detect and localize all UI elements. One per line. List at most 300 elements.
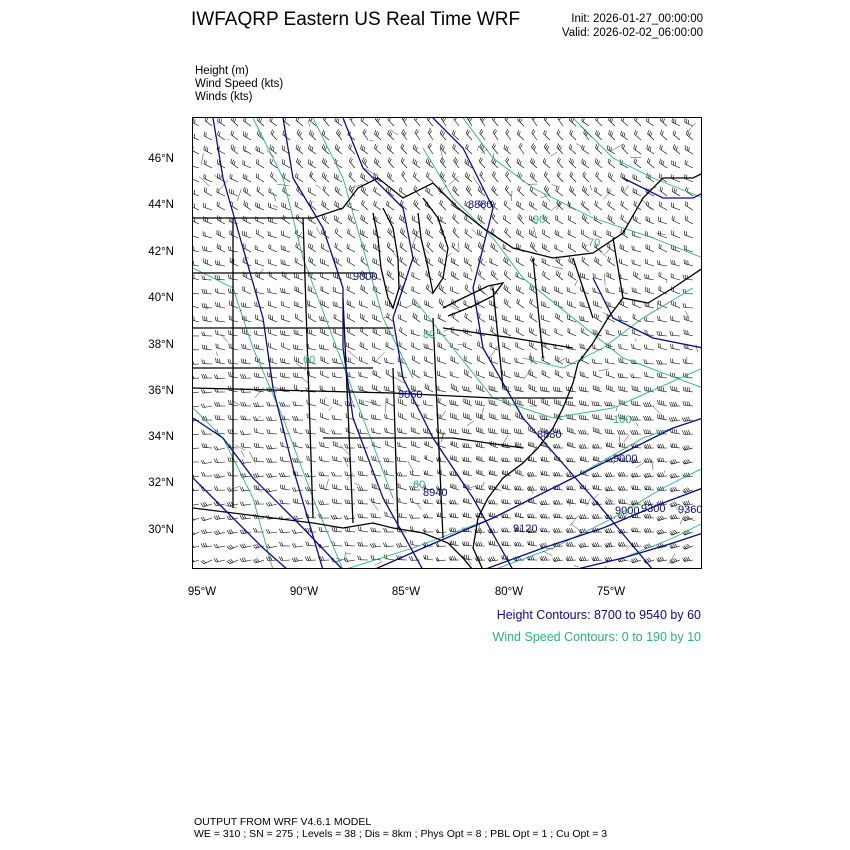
- wind-barb: [517, 299, 524, 308]
- wind-barb: [253, 403, 264, 407]
- wind-barb: [579, 415, 589, 420]
- wind-barb: [422, 528, 433, 532]
- wind-barb: [266, 416, 277, 420]
- wind-barb: [321, 286, 329, 294]
- wind-barb: [595, 201, 602, 210]
- wind-barb: [269, 314, 277, 322]
- wind-barb: [293, 401, 303, 406]
- wind-barb: [201, 374, 212, 378]
- wind-barb: [193, 473, 199, 477]
- wind-barb: [205, 118, 212, 126]
- wind-barb: [555, 370, 563, 378]
- wind-barb: [515, 315, 524, 322]
- wind-barb: [644, 387, 654, 392]
- wind-barb: [423, 514, 433, 518]
- wind-barb: [400, 228, 407, 238]
- wind-barb: [632, 259, 641, 266]
- wind-barb: [557, 130, 563, 140]
- wind-barb: [359, 456, 368, 462]
- wind-barb: [555, 356, 563, 364]
- wind-barb: [214, 544, 225, 548]
- wind-barb: [214, 375, 225, 379]
- wind-barb: [647, 173, 654, 182]
- wind-barb: [557, 171, 563, 182]
- wind-barb: [193, 188, 199, 196]
- wind-barb: [193, 315, 199, 322]
- wind-barb: [529, 341, 537, 350]
- wind-barb: [437, 386, 446, 392]
- wind-barb: [582, 118, 589, 126]
- wind-barb: [540, 456, 550, 462]
- wind-barb: [682, 557, 693, 562]
- wind-barb: [620, 259, 628, 266]
- wind-barb: [669, 459, 680, 464]
- wind-barb: [334, 328, 342, 336]
- wind-barb: [253, 558, 264, 563]
- wind-barb: [399, 187, 407, 196]
- wind-barb: [543, 130, 550, 140]
- wind-barb: [672, 216, 680, 224]
- wind-barb: [672, 300, 680, 308]
- lat-label: 42°N: [148, 246, 174, 258]
- wind-barb: [360, 229, 368, 238]
- wind-barb: [193, 174, 199, 182]
- wind-barb: [193, 245, 199, 252]
- wind-barb: [556, 270, 563, 280]
- wind-barb: [643, 416, 654, 420]
- wind-barb: [579, 400, 589, 406]
- wind-barb: [595, 158, 602, 168]
- wind-barb: [218, 131, 225, 140]
- county-line: [477, 146, 479, 151]
- wind-barb: [193, 289, 199, 294]
- wind-barb: [335, 243, 342, 252]
- wind-barb: [569, 144, 576, 154]
- county-line: [352, 209, 359, 211]
- wind-barb: [215, 330, 225, 336]
- wind-barb: [656, 557, 667, 562]
- wind-barb: [193, 260, 199, 266]
- county-line: [417, 504, 421, 509]
- wind-barb: [527, 514, 537, 518]
- wind-barb: [682, 417, 693, 422]
- county-line: [450, 306, 461, 311]
- wind-barb: [411, 329, 420, 336]
- wind-barb: [451, 356, 459, 364]
- valid-time: Valid: 2026-02-02_06:00:00: [561, 27, 703, 39]
- height-contour-label: 9360: [678, 504, 703, 516]
- wind-barb: [204, 146, 212, 154]
- wind-barb: [454, 118, 459, 126]
- wind-barb: [268, 259, 277, 266]
- wind-barb: [386, 201, 394, 210]
- wind-barb: [493, 129, 498, 140]
- county-line: [325, 479, 328, 490]
- wind-barb: [293, 373, 303, 378]
- wind-barb: [671, 316, 680, 322]
- wind-barb: [334, 314, 342, 322]
- wind-barb: [385, 428, 394, 434]
- wind-barb: [489, 456, 498, 462]
- county-line: [273, 192, 276, 201]
- wind-barb: [605, 429, 615, 434]
- county-line: [201, 153, 203, 164]
- wind-barb: [656, 472, 667, 476]
- wind-barb: [595, 130, 602, 140]
- wind-barb: [193, 231, 199, 238]
- county-line: [641, 198, 651, 209]
- wind-barb: [606, 329, 615, 336]
- wind-barb: [607, 230, 615, 238]
- wind-barb: [435, 543, 446, 547]
- wind-barb: [476, 469, 485, 476]
- wind-barb: [671, 344, 680, 350]
- wind-barb: [267, 288, 277, 294]
- wind-barb: [463, 498, 472, 504]
- wind-barb: [565, 542, 576, 546]
- wind-barb: [386, 342, 394, 350]
- wind-barb: [347, 229, 355, 238]
- wind-barb: [307, 413, 316, 420]
- wind-barb: [347, 300, 355, 308]
- wind-barb: [529, 201, 537, 210]
- wind-barb: [480, 129, 485, 140]
- county-line: [483, 482, 485, 487]
- wind-barb: [464, 342, 472, 350]
- wind-barb: [605, 402, 615, 406]
- wind-barb: [464, 257, 472, 266]
- wind-barb: [204, 258, 212, 266]
- county-line: [308, 120, 310, 127]
- wind-barb: [465, 284, 472, 294]
- wind-barb: [201, 404, 212, 408]
- geographic-boundaries-layer: [193, 120, 702, 569]
- wind-barb: [360, 301, 368, 308]
- wind-barb: [543, 158, 550, 168]
- wind-barb: [644, 317, 654, 322]
- wind-barb: [413, 172, 420, 182]
- wind-barb: [401, 144, 407, 154]
- wind-barb: [437, 469, 446, 476]
- county-line: [458, 242, 459, 251]
- wind-barb: [567, 427, 576, 434]
- wind-barb: [672, 230, 680, 238]
- wind-barb: [266, 529, 277, 533]
- wind-barb: [243, 174, 251, 182]
- wind-barb: [193, 301, 199, 308]
- wind-barb: [280, 542, 290, 546]
- wind-barb: [451, 384, 459, 392]
- wind-barb: [437, 371, 446, 378]
- wind-barb: [201, 502, 212, 507]
- wind-barb: [193, 403, 199, 407]
- wind-barb: [193, 216, 199, 224]
- wind-barb: [323, 186, 329, 196]
- wind-barb: [517, 130, 524, 140]
- wind-barb: [266, 458, 277, 462]
- wind-barb: [309, 257, 316, 266]
- wind-barb: [504, 144, 511, 154]
- county-line: [636, 423, 639, 428]
- county-line: [369, 140, 373, 141]
- wind-barb: [514, 542, 524, 546]
- wind-barb: [644, 359, 654, 364]
- wind-barb: [214, 474, 225, 478]
- wind-barb: [565, 515, 576, 520]
- county-line: [635, 339, 636, 342]
- wind-barb: [618, 499, 628, 504]
- wind-barb: [555, 230, 563, 238]
- wind-barb: [669, 473, 680, 478]
- wind-barb: [489, 399, 498, 406]
- wind-barb: [622, 144, 628, 154]
- wind-barb: [608, 158, 615, 168]
- boundary-line: [533, 258, 543, 358]
- wind-barb: [319, 472, 329, 476]
- wind-barb: [515, 469, 524, 476]
- wind-barb: [257, 118, 264, 126]
- wind-barb: [449, 500, 459, 504]
- wind-barb: [387, 270, 394, 280]
- wind-barb: [308, 229, 316, 238]
- wind-barb: [438, 314, 446, 322]
- wind-barb: [440, 200, 446, 210]
- wind-barb: [201, 560, 212, 564]
- wind-barb: [371, 414, 381, 420]
- wind-barb: [280, 373, 290, 378]
- wind-barb: [414, 118, 420, 126]
- wind-barb: [608, 257, 615, 266]
- wind-barb: [605, 358, 615, 364]
- county-line: [574, 566, 578, 567]
- wind-barb: [267, 429, 277, 434]
- county-line: [470, 486, 476, 488]
- wind-barb: [617, 486, 628, 490]
- wind-barb: [266, 445, 277, 449]
- wind-barb: [361, 186, 368, 196]
- wind-barb: [491, 270, 498, 280]
- wind-barb: [294, 301, 303, 308]
- wind-barb: [503, 244, 511, 252]
- wind-barb: [282, 231, 290, 238]
- wind-barb: [491, 285, 498, 294]
- wind-barb: [518, 118, 524, 126]
- wind-barb: [542, 398, 550, 406]
- wind-barb: [269, 343, 277, 350]
- wind-barb: [593, 273, 602, 280]
- wind-barb: [631, 528, 641, 532]
- wind-barb: [540, 528, 550, 532]
- lat-label: 32°N: [148, 477, 174, 489]
- map-panel: [192, 117, 702, 569]
- county-line: [571, 524, 579, 530]
- wind-barb: [423, 555, 433, 560]
- wind-barb: [399, 412, 407, 420]
- wind-barb: [400, 242, 407, 252]
- county-line: [353, 185, 355, 191]
- wind-barb: [633, 188, 641, 196]
- wind-barb: [204, 174, 212, 182]
- county-line: [599, 369, 609, 371]
- wind-barb: [241, 443, 251, 448]
- wind-barb: [438, 398, 446, 406]
- wind-barb: [400, 257, 407, 266]
- wind-barb: [685, 160, 693, 168]
- wind-barb: [682, 516, 693, 521]
- wind-barb: [530, 299, 537, 308]
- county-line: [552, 266, 563, 268]
- wind-barb: [516, 257, 524, 266]
- wind-barb: [517, 186, 524, 196]
- county-line: [570, 516, 578, 526]
- wind-barb: [215, 260, 225, 266]
- wind-barb: [618, 373, 628, 378]
- county-line: [281, 389, 284, 390]
- wind-barb: [606, 371, 615, 378]
- wind-barb: [193, 345, 199, 350]
- wind-barb: [515, 386, 524, 392]
- wind-barb: [214, 530, 225, 535]
- county-line: [237, 189, 241, 201]
- wind-barb: [255, 259, 264, 266]
- wind-barb: [591, 514, 602, 518]
- wind-barb: [282, 159, 290, 168]
- wind-barb: [568, 271, 576, 280]
- wind-barb: [193, 132, 199, 140]
- county-line: [623, 185, 628, 193]
- wind-barb: [256, 229, 264, 238]
- height-contours-note: Height Contours: 8700 to 9540 by 60: [496, 608, 701, 622]
- county-line: [656, 233, 665, 235]
- county-line: [316, 227, 321, 235]
- wind-barb: [542, 370, 550, 378]
- wind-barb: [579, 386, 589, 392]
- wind-barb: [357, 486, 368, 490]
- wind-barb: [347, 244, 355, 252]
- wind-barb: [344, 558, 355, 562]
- wind-barb: [671, 260, 680, 266]
- county-line: [467, 421, 474, 426]
- wind-barb: [409, 514, 420, 518]
- wind-barb: [305, 473, 316, 477]
- wind-barb: [568, 230, 576, 238]
- wind-barb: [501, 429, 511, 434]
- wind-barb: [530, 158, 537, 168]
- wind-barb: [505, 228, 511, 238]
- wind-barb: [541, 315, 550, 322]
- wind-barb: [568, 328, 576, 336]
- wind-barb: [632, 287, 641, 294]
- wind-barb: [630, 416, 641, 420]
- wind-barb: [660, 130, 667, 140]
- wind-barb: [231, 130, 238, 140]
- wind-barb: [193, 544, 199, 549]
- wind-barb: [608, 215, 615, 224]
- wind-barb: [321, 398, 329, 406]
- wind-barb: [604, 500, 615, 504]
- wind-barb: [279, 402, 290, 406]
- wind-barb: [424, 343, 433, 350]
- wind-barb: [632, 344, 641, 350]
- wind-barb: [426, 187, 433, 196]
- wind-barb: [528, 441, 537, 448]
- wind-barb: [492, 171, 498, 182]
- wind-barb: [383, 543, 394, 547]
- wind-barb: [425, 300, 433, 308]
- wind-barb: [529, 398, 537, 406]
- wind-barb: [464, 413, 472, 420]
- wind-barb: [477, 229, 485, 238]
- wind-barb: [253, 417, 264, 421]
- wind-barb: [660, 145, 667, 154]
- county-line: [391, 130, 398, 135]
- wind-barb: [504, 200, 511, 210]
- wind-barb: [617, 430, 628, 434]
- wind-barb: [620, 244, 628, 252]
- wind-barb: [475, 484, 485, 490]
- wind-barb: [570, 172, 576, 182]
- wind-barb: [581, 328, 589, 336]
- wind-barb: [477, 384, 485, 392]
- wind-barb: [244, 201, 251, 210]
- county-line: [256, 416, 260, 421]
- wind-barb: [423, 400, 433, 406]
- wind-barb: [388, 157, 394, 168]
- wind-barb: [645, 259, 654, 266]
- boundary-line: [193, 388, 573, 398]
- wind-barb: [387, 172, 394, 182]
- wind-barb: [254, 344, 264, 350]
- wind-barb: [398, 483, 407, 490]
- wind-barb: [358, 556, 368, 560]
- wind-barb: [592, 414, 602, 420]
- lat-label: 40°N: [148, 292, 174, 304]
- wind-barb: [243, 216, 251, 224]
- wind-barb: [202, 360, 212, 364]
- wind-barb: [464, 272, 472, 280]
- wind-barb: [450, 455, 459, 462]
- wind-barb: [193, 374, 199, 378]
- county-line: [216, 352, 217, 356]
- county-line: [543, 551, 553, 556]
- wind-barb: [669, 530, 680, 535]
- county-line: [408, 461, 414, 472]
- wind-barb: [670, 443, 680, 448]
- wind-barb: [308, 215, 316, 224]
- legend-height: Height (m): [195, 65, 249, 77]
- wind-barb: [462, 541, 472, 546]
- wind-barb: [492, 143, 498, 154]
- wind-barb: [320, 484, 329, 490]
- wind-barb: [321, 300, 329, 308]
- boundary-line: [473, 268, 702, 569]
- wind-barb: [214, 459, 225, 463]
- wind-barb: [362, 157, 368, 168]
- height-contour: [213, 118, 323, 569]
- wind-barb: [669, 487, 680, 492]
- wind-barb: [363, 129, 368, 140]
- wind-barb: [437, 413, 446, 420]
- wind-barb: [294, 442, 303, 448]
- wind-barb: [532, 129, 537, 140]
- wind-barb: [280, 457, 290, 462]
- wind-barb: [669, 417, 680, 422]
- wind-barb: [332, 541, 342, 546]
- wind-barb: [682, 544, 693, 549]
- wind-barb: [319, 456, 329, 462]
- wind-barb: [501, 484, 511, 490]
- wind-barb: [659, 244, 667, 252]
